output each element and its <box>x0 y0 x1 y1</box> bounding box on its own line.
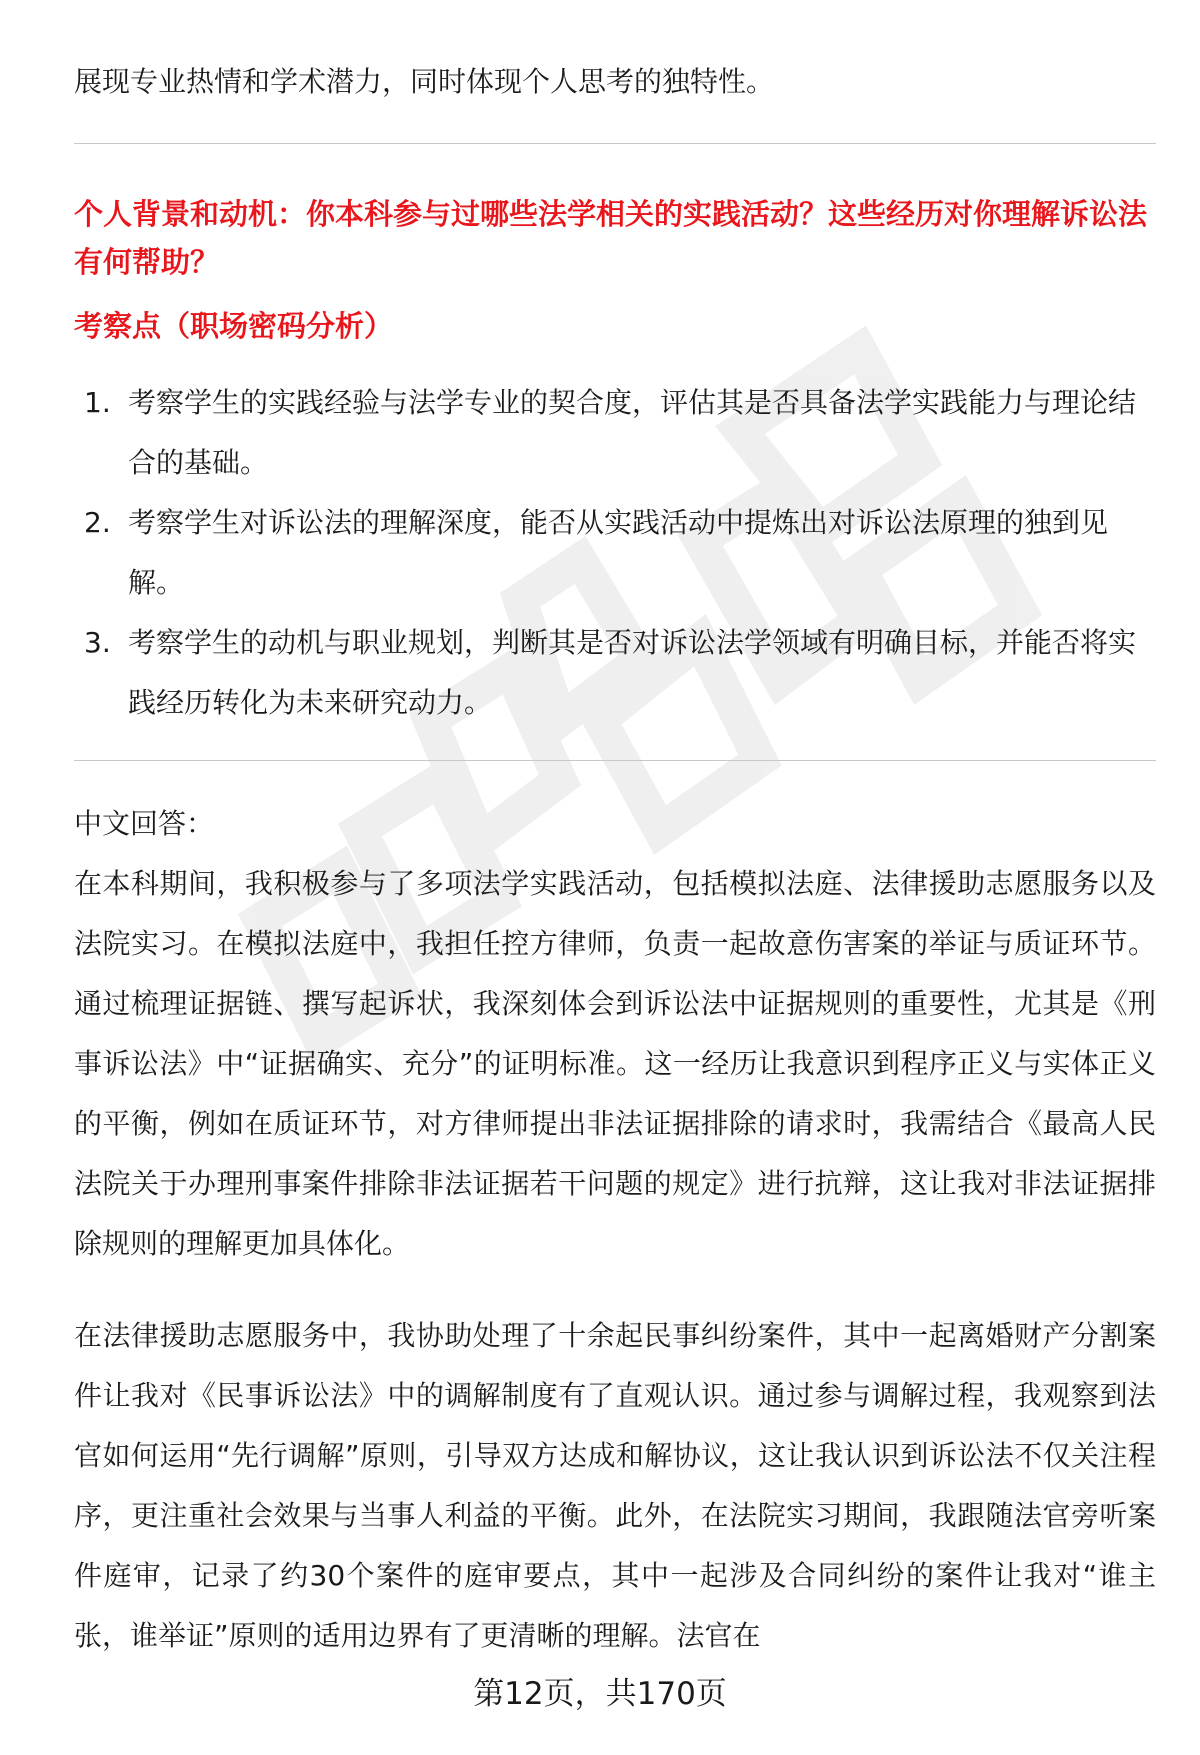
divider-middle <box>74 760 1156 761</box>
list-number: 3. <box>84 626 111 659</box>
answer-label: 中文回答： <box>74 807 215 840</box>
answer-paragraph: 在本科期间，我积极参与了多项法学实践活动，包括模拟法庭、法律援助志愿服务以及法院实习。在模拟法庭中，我担任控方律师，负责一起故意伤害案的举证与质证环节。通过梳理证据链、撰写起诉状，我深刻体会到诉讼法中证据规则的重要性，尤其是《刑事诉讼法》中“证据确实、充分”的证明标准。这一经历让我意识到程序正义与实体正义的平衡，例如在质证环节，对方律师提出非法证据排除的请求时，我需结合《最高人民法院关于办理刑事案件排除非法证据若干问题的规定》进行抗辩，这让我对非法证据排除规则的理解更加具体化。 <box>74 867 1156 1260</box>
assessment-points-list <box>74 373 1156 733</box>
section-heading: 考察点（职场密码分析） <box>74 309 394 343</box>
list-item-text: 考察学生的动机与职业规划，判断其是否对诉讼法学领域有明确目标，并能否将实践经历转化为未来研究动力。 <box>128 626 1137 719</box>
list-item <box>74 493 1156 613</box>
list-item-text: 考察学生的实践经验与法学专业的契合度，评估其是否具备法学实践能力与理论结合的基础。 <box>128 386 1137 479</box>
question-heading: 个人背景和动机：你本科参与过哪些法学相关的实践活动？这些经历对你理解诉讼法有何帮助？ <box>74 197 1148 279</box>
list-item <box>74 613 1156 733</box>
intro-line: 展现专业热情和学术潜力，同时体现个人思考的独特性。 <box>74 65 775 98</box>
divider-top <box>74 143 1156 144</box>
answer-paragraph: 在法律援助志愿服务中，我协助处理了十余起民事纠纷案件，其中一起离婚财产分割案件让我对《民事诉讼法》中的调解制度有了直观认识。通过参与调解过程，我观察到法官如何运用“先行调解”原则，引导双方达成和解协议，这让我认识到诉讼法不仅关注程序，更注重社会效果与当事人利益的平衡。此外，在法院实习期间，我跟随法官旁听案件庭审，记录了约30个案件的庭审要点，其中一起涉及合同纠纷的案件让我对“谁主张，谁举证”原则的适用边界有了更清晰的理解。法官在 <box>74 1319 1156 1652</box>
list-item-text: 考察学生对诉讼法的理解深度，能否从实践活动中提炼出对诉讼法原理的独到见解。 <box>128 506 1109 599</box>
list-number: 2. <box>84 506 111 539</box>
list-number: 1. <box>84 386 111 419</box>
list-item <box>74 373 1156 493</box>
page-footer: 第12页，共170页 <box>473 1676 727 1712</box>
